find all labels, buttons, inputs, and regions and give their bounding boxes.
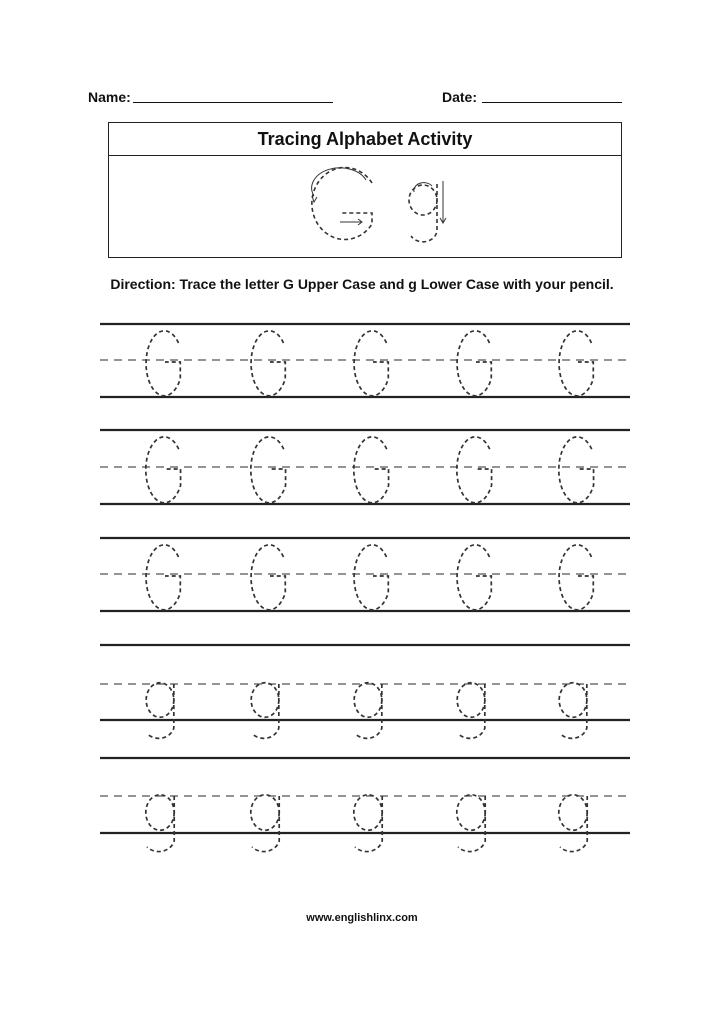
trace-letter-lower-g [457,795,485,852]
trace-letter-lower-g [559,795,587,852]
trace-letter-lower-g [457,683,485,739]
practice-row [100,758,630,852]
website-footer: www.englishlinx.com [306,912,418,924]
practice-row [100,430,630,504]
trace-letter-upper-g [559,545,593,610]
trace-letter-upper-g [457,545,491,610]
trace-letter-upper-g [559,437,594,503]
trace-letter-lower-g [251,795,279,852]
date-label: Date: [442,89,478,105]
trace-letter-lower-g [146,795,174,852]
trace-letter-upper-g [146,437,181,503]
trace-letter-lower-g [354,683,382,739]
trace-letter-upper-g [457,331,491,396]
trace-letter-lower-g [146,683,174,739]
trace-letter-upper-g [354,437,389,503]
trace-letter-upper-g [251,545,285,610]
practice-row [100,538,630,611]
trace-letter-lower-g [251,683,279,739]
worksheet-title: Tracing Alphabet Activity [109,123,621,156]
trace-letter-upper-g [251,437,286,503]
practice-row [100,324,630,397]
trace-letter-upper-g [251,331,285,396]
trace-letter-lower-g [354,795,382,852]
practice-row [100,645,630,738]
trace-letter-upper-g [354,545,388,610]
trace-letter-upper-g [559,331,593,396]
trace-letter-upper-g [354,331,388,396]
trace-letter-upper-g [457,437,492,503]
trace-letter-lower-g [559,683,587,739]
trace-letter-upper-g [146,545,180,610]
trace-letter-upper-g [146,331,180,396]
name-label: Name: [88,89,131,105]
direction-text: Direction: Trace the letter G Upper Case and g Lower Case with your pencil. [110,276,614,292]
